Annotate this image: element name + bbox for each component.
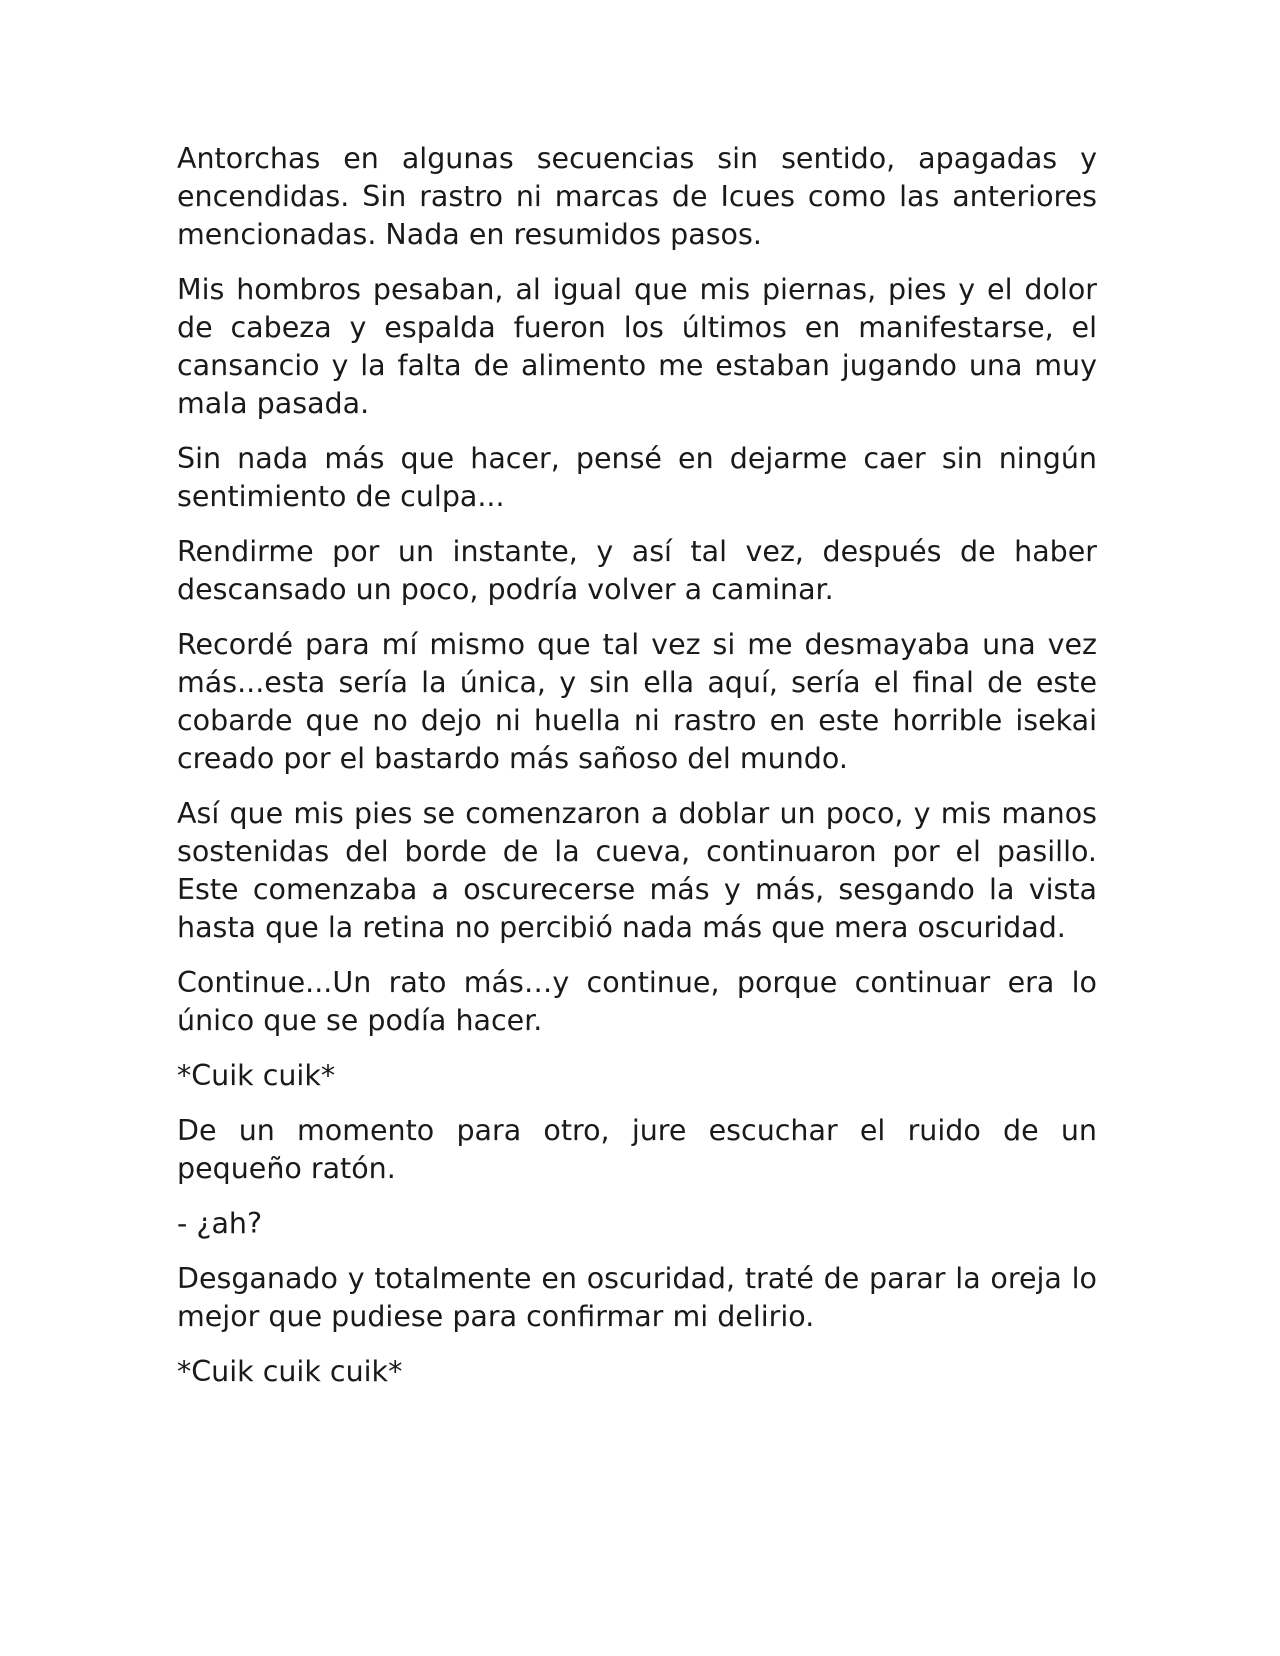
paragraph-11: Desganado y totalmente en oscuridad, traté de parar la oreja lo mejor que pudiese para confirmar mi delirio. xyxy=(177,1262,1097,1333)
dialogue-line: - ¿ah? xyxy=(177,1207,263,1240)
paragraph-2: Mis hombros pesaban, al igual que mis piernas, pies y el dolor de cabeza y espalda fueron los últimos en manifestarse, el cansancio y la falta de alimento me estaban jugando una muy mala pasada. xyxy=(177,273,1097,420)
paragraph-4: Rendirme por un instante, y así tal vez, después de haber descansado un poco, podría volver a caminar. xyxy=(177,535,1097,606)
paragraph-7: Continue...Un rato más…y continue, porque continuar era lo único que se podía hacer. xyxy=(177,966,1097,1037)
sound-effect-2: *Cuik cuik cuik* xyxy=(177,1355,403,1388)
sound-effect-1: *Cuik cuik* xyxy=(177,1059,336,1092)
paragraph-1: Antorchas en algunas secuencias sin sentido, apagadas y encendidas. Sin rastro ni marcas de Icues como las anteriores mencionadas. Nada en resumidos pasos. xyxy=(177,142,1097,251)
document-page xyxy=(177,140,1097,1408)
paragraph-3: Sin nada más que hacer, pensé en dejarme caer sin ningún sentimiento de culpa... xyxy=(177,442,1097,513)
paragraph-9: De un momento para otro, jure escuchar el ruido de un pequeño ratón. xyxy=(177,1114,1097,1185)
paragraph-6: Así que mis pies se comenzaron a doblar un poco, y mis manos sostenidas del borde de la cueva, continuaron por el pasillo. Este comenzaba a oscurecerse más y más, sesgando la vista hasta que la retina no percibió nada más que mera oscuridad. xyxy=(177,797,1097,944)
paragraph-5: Recordé para mí mismo que tal vez si me desmayaba una vez más...esta sería la única, y sin ella aquí, sería el final de este cobarde que no dejo ni huella ni rastro en este horrible isekai creado por el bastardo más sañoso del mundo. xyxy=(177,628,1097,775)
